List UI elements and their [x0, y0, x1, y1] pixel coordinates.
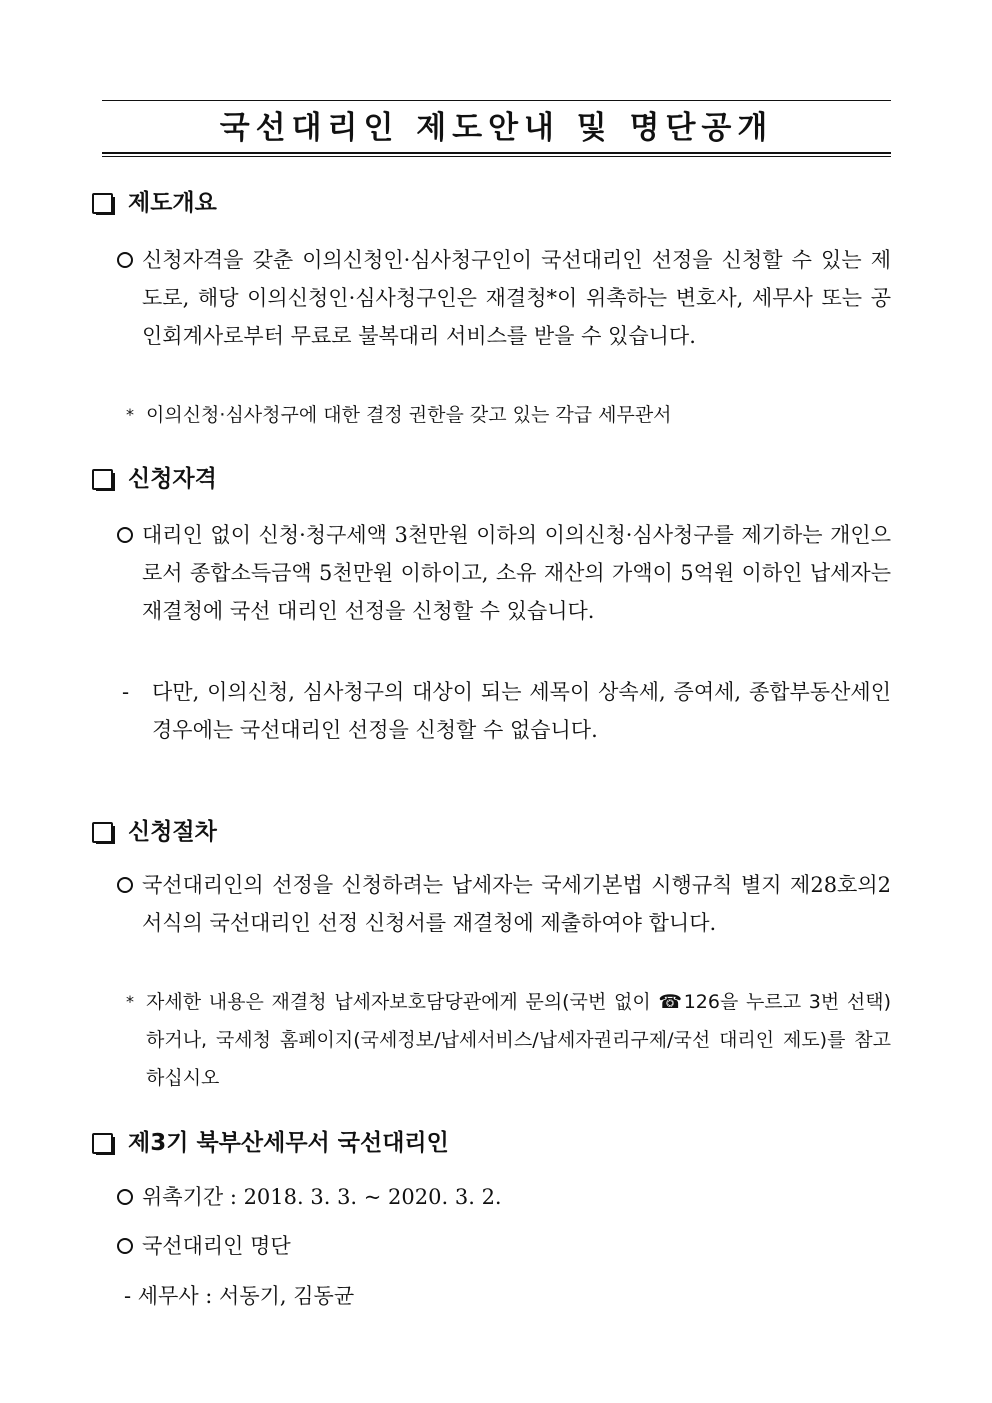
checkbox-icon: [92, 822, 114, 843]
section-title: 신청자격: [128, 466, 217, 492]
procedure-footnote: * 자세한 내용은 재결청 납세자보호담당관에게 문의(국번 없이 ☎126을 누르고 3번 선택)하거나, 국세청 홈페이지(국세정보/납세서비스/납세자권리구제/국선 대리인 제도)를 참고하십시오: [126, 983, 891, 1097]
eligibility-paragraph: 대리인 없이 신청·청구세액 3천만원 이하의 이의신청·심사청구를 제기하는 개인으로서 종합소득금액 5천만원 이하이고, 소유 재산의 가액이 5억원 이하인 납세자는 재결청에 국선 대리인 선정을 신청할 수 있습니다.: [116, 516, 891, 630]
eligibility-exception: - 다만, 이의신청, 심사청구의 대상이 되는 세목이 상속세, 증여세, 종합부동산세인 경우에는 국선대리인 선정을 신청할 수 없습니다.: [122, 673, 891, 749]
roster-label: 국선대리인 명단: [116, 1227, 291, 1265]
page-title: 국선대리인 제도안내 및 명단공개: [219, 110, 774, 146]
section-heading-overview: [92, 186, 217, 220]
circle-bullet-icon: [117, 1189, 133, 1205]
section-heading-roster: [92, 1126, 449, 1160]
title-bottom-rule: [102, 152, 891, 157]
title-top-rule: [102, 100, 891, 101]
appointment-term: 위촉기간 : 2018. 3. 3. ~ 2020. 3. 2.: [116, 1178, 502, 1216]
dash-mark: -: [122, 680, 130, 704]
procedure-paragraph: 국선대리인의 선정을 신청하려는 납세자는 국세기본법 시행규칙 별지 제28호의2서식의 국선대리인 선정 신청서를 재결청에 제출하여야 합니다.: [116, 866, 891, 942]
title-block: [102, 100, 891, 158]
section-heading-eligibility: [92, 462, 217, 496]
circle-bullet-icon: [117, 527, 133, 543]
overview-paragraph: 신청자격을 갖춘 이의신청인·심사청구인이 국선대리인 선정을 신청할 수 있는 제도로, 해당 이의신청인·심사청구인은 재결청*이 위촉하는 변호사, 세무사 또는 공인회계사로부터 무료로 불복대리 서비스를 받을 수 있습니다.: [116, 241, 891, 355]
section-heading-procedure: [92, 815, 217, 849]
checkbox-icon: [92, 469, 114, 490]
asterisk-mark: *: [126, 405, 134, 424]
circle-bullet-icon: [117, 1238, 133, 1254]
circle-bullet-icon: [117, 252, 133, 268]
section-title: 제3기 북부산세무서 국선대리인: [128, 1130, 449, 1156]
section-title: 제도개요: [128, 190, 217, 216]
checkbox-icon: [92, 193, 114, 214]
overview-footnote: * 이의신청·심사청구에 대한 결정 권한을 갖고 있는 각급 세무관서: [126, 396, 891, 434]
roster-members: - 세무사 : 서동기, 김동균: [124, 1284, 355, 1308]
section-title: 신청절차: [128, 819, 217, 845]
circle-bullet-icon: [117, 877, 133, 893]
checkbox-icon: [92, 1133, 114, 1154]
asterisk-mark: *: [126, 992, 134, 1011]
